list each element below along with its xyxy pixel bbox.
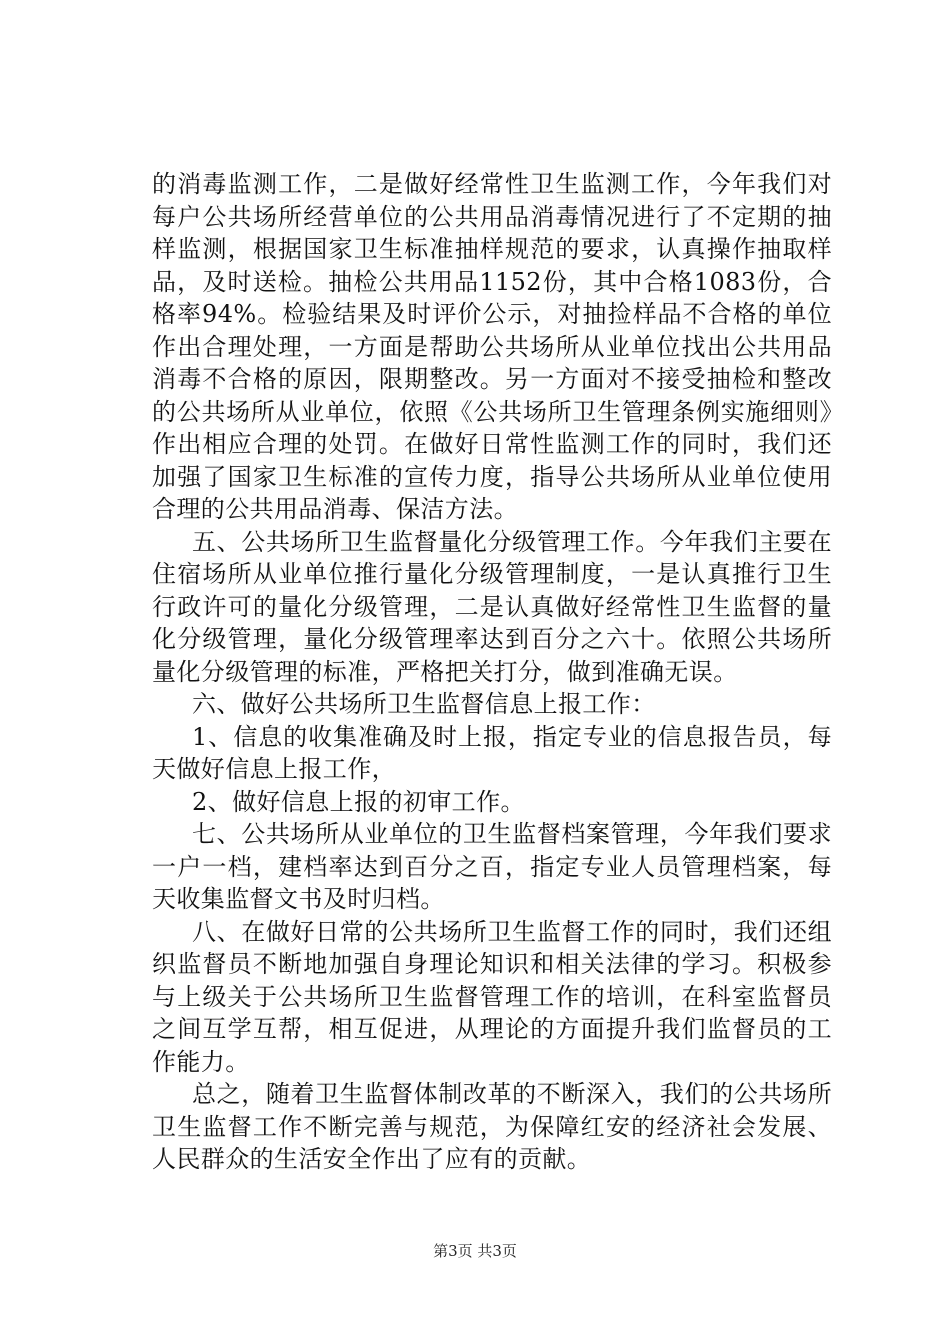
paragraph-conclusion: 总之，随着卫生监督体制改革的不断深入，我们的公共场所卫生监督工作不断完善与规范，为保障红安的经济社会发展、人民群众的生活安全作出了应有的贡献。 bbox=[152, 1080, 832, 1173]
paragraph-disinfection-monitoring: 的消毒监测工作，二是做好经常性卫生监测工作，今年我们对每户公共场所经营单位的公共用品消毒情况进行了不定期的抽样监测，根据国家卫生标准抽样规范的要求，认真操作抽取样品，及时送检。抽检公共用品1152份，其中合格1083份，合格率94%。检验结果及时评价公示，对抽捡样品不合格的单位作出合理处理，一方面是帮助公共场所从业单位找出公共用品消毒不合格的原因，限期整改。另一方面对不接受抽检和整改的公共场所从业单位，依照《公共场所卫生管理条例实施细则》作出相应合理的处罚。在做好日常性监测工作的同时，我们还加强了国家卫生标准的宣传力度，指导公共场所从业单位使用合理的公共用品消毒、保洁方法。 bbox=[152, 170, 832, 523]
paragraph-section-seven: 七、公共场所从业单位的卫生监督档案管理，今年我们要求一户一档，建档率达到百分之百，指定专业人员管理档案，每天收集监督文书及时归档。 bbox=[152, 820, 832, 913]
page-footer: 第3页 共3页 bbox=[433, 1242, 517, 1260]
document-body bbox=[152, 168, 832, 1176]
paragraph-item-two: 2、做好信息上报的初审工作。 bbox=[192, 787, 525, 816]
paragraph-section-six: 六、做好公共场所卫生监督信息上报工作： bbox=[192, 690, 656, 718]
paragraph-section-eight: 八、在做好日常的公共场所卫生监督工作的同时，我们还组织监督员不断地加强自身理论知识和相关法律的学习。积极参与上级关于公共场所卫生监督管理工作的培训，在科室监督员之间互学互帮，相互促进，从理论的方面提升我们监督员的工作能力。 bbox=[152, 917, 832, 1076]
paragraph-item-one: 1、信息的收集准确及时上报，指定专业的信息报告员，每天做好信息上报工作， bbox=[152, 722, 832, 783]
paragraph-section-five: 五、公共场所卫生监督量化分级管理工作。今年我们主要在住宿场所从业单位推行量化分级管理制度，一是认真推行卫生行政许可的量化分级管理，二是认真做好经常性卫生监督的量化分级管理，量化分级管理率达到百分之六十。依照公共场所量化分级管理的标准，严格把关打分，做到准确无误。 bbox=[152, 527, 832, 686]
